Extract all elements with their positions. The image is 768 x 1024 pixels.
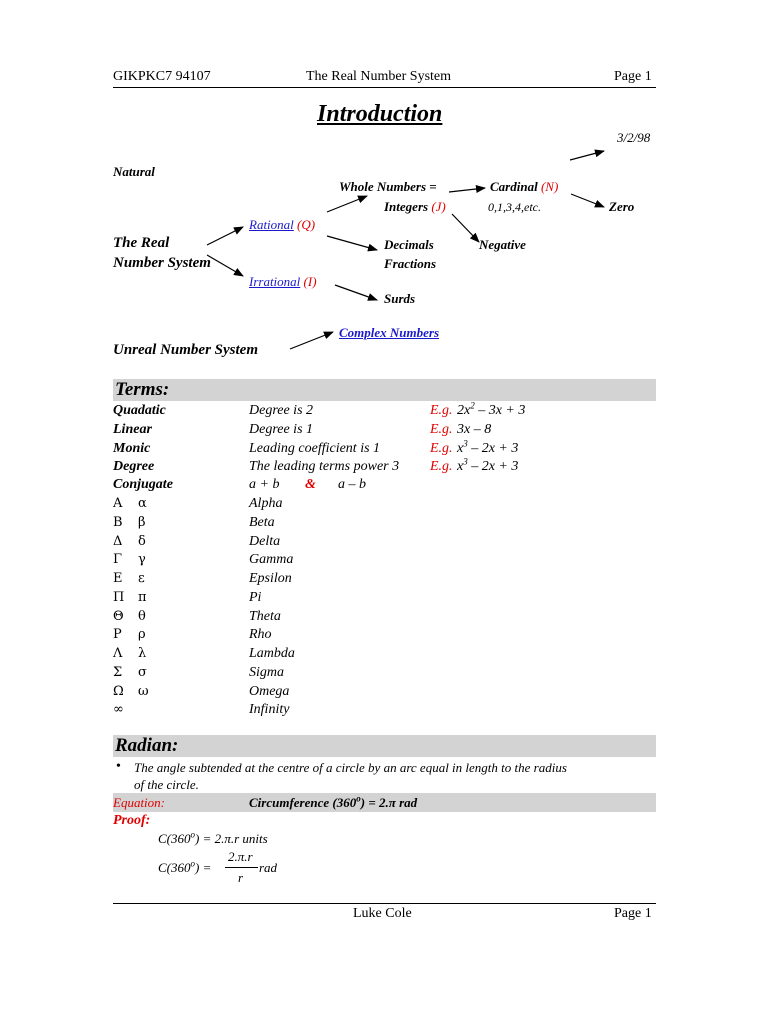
label-integers: Integers — [384, 199, 429, 214]
term-row — [0, 422, 768, 441]
greek-uppercase: Σ — [113, 664, 123, 680]
label-unreal-system: Unreal Number System — [113, 342, 259, 358]
label-negative: Negative — [479, 237, 526, 252]
rational-node[interactable] — [249, 217, 315, 233]
page-title: Introduction — [317, 101, 443, 127]
arrow-date — [570, 151, 604, 160]
bullet-icon: • — [116, 759, 121, 774]
greek-uppercase: Θ — [113, 608, 124, 624]
term-name: Quadatic — [113, 403, 166, 418]
greek-uppercase: Δ — [113, 533, 123, 549]
footer-page-number: Page 1 — [614, 906, 652, 921]
label-zero: Zero — [609, 199, 635, 214]
equation-label: Equation: — [113, 795, 165, 810]
greek-name: Infinity — [249, 702, 290, 718]
arrow-to-negative — [452, 214, 479, 242]
cardinal-examples: 0,1,3,4,etc. — [488, 200, 541, 214]
greek-name: Theta — [249, 608, 281, 624]
arrow-real-to-irrational — [207, 255, 243, 276]
greek-lowercase: δ — [138, 533, 146, 549]
greek-uppercase: Λ — [113, 646, 123, 661]
label-decimals: Decimals — [384, 237, 434, 252]
greek-lowercase: π — [138, 589, 147, 605]
integers-symbol: (J) — [431, 199, 446, 214]
cardinal-node — [490, 179, 558, 195]
term-eg-label: E.g. — [430, 441, 453, 456]
radian-definition-line2: of the circle. — [134, 777, 199, 792]
greek-letter-row — [0, 534, 768, 553]
term-name: Degree — [113, 459, 155, 474]
greek-name: Rho — [249, 627, 272, 643]
footer-rule — [113, 903, 656, 904]
greek-lowercase: α — [138, 496, 147, 511]
proof-label: Proof: — [113, 813, 151, 828]
greek-name: Delta — [249, 533, 281, 549]
greek-lowercase: β — [138, 514, 146, 530]
arrow-rational-to-whole — [327, 196, 367, 212]
terms-heading-band — [113, 379, 656, 401]
greek-name: Pi — [249, 589, 262, 605]
term-eg-label: E.g. — [430, 422, 453, 437]
radian-heading: Radian: — [115, 735, 179, 756]
footer-author: Luke Cole — [353, 906, 412, 921]
greek-name: Epsilon — [249, 571, 292, 586]
label-whole-numbers: Whole Numbers = — [339, 179, 437, 194]
cardinal-symbol: (N) — [540, 179, 559, 194]
arrow-to-zero — [571, 194, 604, 207]
greek-letter-row — [0, 590, 768, 609]
equation-text: Circumference $(360^o) = 2.\pi$ rad — [249, 793, 418, 810]
term-name: Conjugate — [113, 477, 173, 492]
irrational-node[interactable] — [249, 274, 317, 290]
terms-heading: Terms: — [115, 379, 170, 400]
greek-letter-row — [0, 496, 768, 515]
irrational-symbol: (I) — [303, 274, 317, 289]
term-eg-label: E.g. — [430, 459, 453, 474]
greek-uppercase: Π — [113, 589, 125, 605]
label-natural: Natural — [113, 164, 155, 179]
radian-heading-band — [113, 735, 656, 757]
greek-letter-row — [0, 571, 768, 590]
proof-line-2-lhs: $C(360^o)$ = — [158, 858, 212, 875]
doc-code: GIKPKC7 94107 — [113, 69, 211, 84]
label-cardinal: Cardinal — [490, 179, 538, 194]
greek-lowercase: ω — [138, 683, 149, 699]
term-name: Monic — [113, 441, 151, 456]
greek-name: Alpha — [249, 496, 283, 511]
term-description: Degree is 1 — [249, 422, 314, 437]
greek-lowercase: ε — [138, 571, 145, 586]
term-description: Degree is 2 — [249, 403, 314, 418]
label-fractions: Fractions — [384, 256, 437, 271]
fraction-denominator: r — [238, 870, 244, 885]
arrow-rational-to-decimals — [327, 236, 377, 250]
term-name: Linear — [113, 422, 152, 437]
greek-letter-row — [0, 646, 768, 665]
irrational-link[interactable]: Irrational — [249, 274, 301, 289]
term-eg-label: E.g. — [430, 403, 453, 418]
greek-name: Lambda — [249, 646, 295, 661]
conjugate-amp: & — [305, 477, 316, 492]
greek-lowercase: λ — [138, 646, 147, 661]
term-row — [0, 438, 768, 460]
greek-letter-row — [0, 609, 768, 628]
integers-node — [384, 199, 446, 215]
header-page-number: Page 1 — [614, 69, 652, 84]
greek-name: Beta — [249, 514, 275, 530]
equation-band — [113, 793, 656, 812]
greek-name: Sigma — [249, 664, 284, 680]
greek-uppercase: Ρ — [113, 627, 122, 643]
term-description: The leading terms power 3 — [249, 459, 400, 474]
greek-uppercase: Γ — [113, 552, 123, 568]
fraction-bar — [225, 867, 258, 868]
greek-uppercase: Ε — [113, 571, 123, 586]
greek-name: Gamma — [249, 552, 294, 568]
greek-lowercase: θ — [138, 608, 146, 624]
arrow-to-cardinal — [449, 188, 485, 192]
greek-letter-row — [0, 702, 768, 721]
complex-numbers-link[interactable]: Complex Numbers — [339, 325, 440, 340]
term-row — [0, 400, 768, 422]
greek-uppercase: Α — [113, 496, 123, 511]
greek-letter-row — [0, 515, 768, 534]
header-title: The Real Number System — [306, 69, 452, 84]
fraction-numerator: 2.π.r — [228, 849, 253, 864]
term-example: $x^3 - 2x + 3$ — [457, 456, 519, 474]
proof-line-1: $C(360^o) = 2.\pi.r$ units — [158, 829, 268, 846]
rational-link[interactable]: Rational — [249, 217, 294, 232]
rational-symbol: (Q) — [297, 217, 316, 232]
arrow-to-complex — [290, 332, 333, 349]
greek-letter-row — [0, 552, 768, 571]
arrow-real-to-rational — [207, 227, 243, 245]
conjugate-right: a – b — [338, 477, 366, 492]
term-example: $x^3 - 2x + 3$ — [457, 438, 519, 456]
greek-lowercase: σ — [138, 664, 147, 680]
date: 3/2/98 — [617, 130, 651, 145]
label-surds: Surds — [384, 291, 416, 306]
arrow-irrational-to-surds — [335, 285, 377, 300]
greek-letter-row — [0, 665, 768, 684]
greek-uppercase: ∞ — [113, 702, 124, 718]
greek-name: Omega — [249, 683, 290, 699]
term-description: Leading coefficient is 1 — [249, 441, 381, 456]
label-real-system-2: Number System — [113, 255, 211, 271]
fraction-unit: rad — [259, 860, 278, 875]
greek-lowercase: γ — [138, 552, 146, 568]
term-row — [0, 456, 768, 478]
greek-uppercase: Β — [113, 514, 123, 530]
term-row-conjugate — [0, 477, 768, 496]
radian-definition-line1: The angle subtended at the centre of a circle by an arc equal in length to the radius — [134, 760, 567, 775]
label-real-system-1: The Real — [113, 235, 170, 251]
term-example: $2x^2 - 3x + 3$ — [457, 400, 526, 418]
greek-letter-row — [0, 627, 768, 646]
greek-lowercase: ρ — [138, 627, 146, 643]
term-example: 3x – 8 — [457, 422, 492, 437]
conjugate-left: a + b — [249, 477, 280, 492]
greek-letter-row — [0, 684, 768, 703]
greek-uppercase: Ω — [113, 683, 124, 699]
